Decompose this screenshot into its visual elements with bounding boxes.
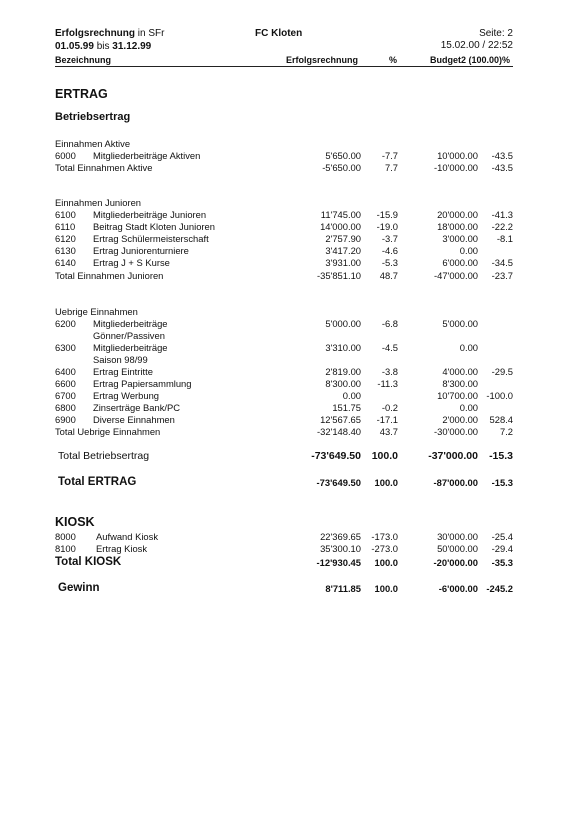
total-budget: -30'000.00	[433, 426, 478, 437]
report-title	[55, 28, 164, 39]
account-code: 8000	[55, 531, 76, 542]
account-code: 8100	[55, 543, 76, 554]
account-code: 6300	[55, 342, 76, 353]
account-budget-pct: -41.3	[491, 209, 513, 220]
section-betriebsertrag: Betriebsertrag	[55, 111, 131, 123]
account-value: 0.00	[342, 390, 361, 401]
account-pct: -0.2	[381, 402, 398, 413]
account-row-6700	[0, 390, 578, 402]
account-value: 8'300.00	[325, 378, 361, 389]
total-value: -73'649.50	[311, 450, 361, 462]
total-value: -5'650.00	[322, 162, 361, 173]
period-to: 31.12.99	[112, 41, 152, 52]
gewinn-pct: 100.0	[374, 583, 398, 594]
total-budget: -87'000.00	[433, 477, 478, 488]
account-budget: 18'000.00	[437, 221, 478, 232]
account-budget: 0.00	[459, 402, 478, 413]
account-row-6300	[0, 342, 578, 354]
period-from: 01.05.99	[55, 41, 94, 52]
account-code: 6100	[55, 209, 76, 220]
account-budget: 10'700.00	[437, 390, 478, 401]
account-row-6120	[0, 233, 578, 245]
col-header-bezeichnung: Bezeichnung	[55, 55, 112, 65]
gewinn-budget: -6'000.00	[438, 583, 478, 594]
section-ertrag: ERTRAG	[55, 87, 108, 101]
total-pct: 7.7	[384, 162, 398, 173]
total-pct: 100.0	[371, 450, 398, 462]
account-budget-pct: -8.1	[496, 233, 513, 244]
account-pct: -3.7	[381, 233, 398, 244]
account-value: 2'819.00	[325, 366, 361, 377]
account-code: 6600	[55, 378, 76, 389]
account-code: 6000	[55, 150, 76, 161]
account-name: Ertrag Papiersammlung	[93, 378, 192, 389]
gewinn-value: 8'711.85	[325, 583, 361, 594]
total-budget: -10'000.00	[433, 162, 478, 173]
account-pct: -11.3	[377, 378, 398, 389]
account-row-6000	[0, 150, 578, 162]
group-title-text: Uebrige Einnahmen	[55, 306, 138, 317]
account-pct: -19.0	[376, 221, 398, 232]
report-title-main: Erfolgsrechnung	[55, 28, 136, 39]
section-kiosk: KIOSK	[55, 515, 95, 529]
total-row-aktive	[0, 162, 578, 174]
total-budget-pct: 7.2	[499, 426, 513, 437]
account-budget-pct: -22.2	[491, 221, 513, 232]
account-name: Mitgliederbeiträge Aktiven	[93, 150, 201, 161]
club-name: FC Kloten	[255, 28, 303, 39]
total-budget-pct: -15.3	[491, 477, 513, 488]
col-header-erfolgsrechnung: Erfolgsrechnung	[286, 55, 359, 65]
account-row-8000	[0, 531, 578, 543]
account-row-6400	[0, 366, 578, 378]
total-label: Total Einnahmen Aktive	[55, 162, 153, 173]
account-budget: 3'000.00	[442, 233, 478, 244]
account-code: 6130	[55, 245, 76, 256]
account-name: Zinserträge Bank/PC	[93, 402, 181, 413]
total-budget-pct: -43.5	[491, 162, 513, 173]
account-budget-pct: -100.0	[486, 390, 513, 401]
account-value: 2'757.90	[325, 233, 361, 244]
account-row-6900	[0, 414, 578, 426]
account-row-6300-line2	[0, 354, 578, 366]
account-budget: 5'000.00	[442, 318, 478, 329]
account-name: Diverse Einnahmen	[93, 414, 175, 425]
account-budget-pct: -29.5	[491, 366, 513, 377]
total-value: -12'930.45	[316, 557, 361, 568]
total-label: Total Einnahmen Junioren	[55, 270, 164, 281]
account-budget-pct: -25.4	[491, 531, 513, 542]
account-row-6200	[0, 318, 578, 330]
account-row-8100	[0, 543, 578, 555]
account-budget-pct: 528.4	[489, 414, 513, 425]
account-pct: -7.7	[381, 150, 398, 161]
account-value: 12'567.65	[320, 414, 361, 425]
account-value: 5'000.00	[325, 318, 361, 329]
account-pct: -3.8	[381, 366, 398, 377]
total-value: -35'851.10	[316, 270, 361, 281]
account-pct: -5.3	[381, 257, 398, 268]
account-value: 3'931.00	[325, 257, 361, 268]
group-title-junioren	[0, 197, 578, 209]
col-header-pct: %	[389, 55, 398, 65]
total-budget-pct: -23.7	[491, 270, 513, 281]
account-budget: 0.00	[459, 342, 478, 353]
account-budget-pct: -29.4	[491, 543, 513, 554]
account-pct: -15.9	[376, 209, 398, 220]
total-row-junioren	[0, 270, 578, 282]
account-budget-pct: -43.5	[491, 150, 513, 161]
account-name: Mitgliederbeiträge	[93, 342, 168, 353]
account-value: 5'650.00	[325, 150, 361, 161]
print-datetime: 15.02.00 / 22:52	[440, 40, 513, 51]
account-name: Ertrag Kiosk	[96, 543, 148, 554]
report-period	[55, 41, 151, 52]
total-budget: -37'000.00	[428, 450, 478, 462]
account-name: Ertrag Schülermeisterschaft	[93, 233, 209, 244]
account-row-6110	[0, 221, 578, 233]
account-budget: 50'000.00	[437, 543, 478, 554]
account-name: Beitrag Stadt Kloten Junioren	[93, 221, 215, 232]
account-code: 6900	[55, 414, 76, 425]
account-name: Aufwand Kiosk	[96, 531, 159, 542]
account-name-line2: Gönner/Passiven	[93, 330, 165, 341]
total-row-ertrag	[0, 477, 578, 491]
account-name: Ertrag Eintritte	[93, 366, 153, 377]
account-name: Mitgliederbeiträge Junioren	[93, 209, 207, 220]
account-pct: -17.1	[376, 414, 398, 425]
account-pct: -6.8	[381, 318, 398, 329]
total-pct: 100.0	[374, 557, 398, 568]
account-row-6140	[0, 257, 578, 269]
account-code: 6110	[55, 221, 76, 232]
gewinn-label: Gewinn	[58, 582, 100, 594]
total-pct: 48.7	[379, 270, 398, 281]
account-name: Ertrag J + S Kurse	[93, 257, 170, 268]
total-budget-pct: -15.3	[489, 450, 513, 462]
account-code: 6800	[55, 402, 76, 413]
account-pct: -4.6	[381, 245, 398, 256]
account-budget-pct: -34.5	[491, 257, 513, 268]
total-budget-pct: -35.3	[491, 557, 513, 568]
account-pct: -273.0	[371, 543, 398, 554]
account-budget: 20'000.00	[437, 209, 478, 220]
account-budget: 6'000.00	[442, 257, 478, 268]
gewinn-row	[0, 583, 578, 597]
account-value: 35'300.10	[320, 543, 361, 554]
account-pct: -4.5	[381, 342, 398, 353]
account-code: 6140	[55, 257, 76, 268]
account-name-line2: Saison 98/99	[93, 354, 148, 365]
account-budget: 8'300.00	[442, 378, 478, 389]
total-budget: -20'000.00	[433, 557, 478, 568]
total-row-uebrige	[0, 426, 578, 438]
total-pct: 100.0	[374, 477, 398, 488]
account-name: Ertrag Werbung	[93, 390, 160, 401]
account-budget: 0.00	[459, 245, 478, 256]
group-title-text: Einnahmen Aktive	[55, 138, 131, 149]
account-code: 6700	[55, 390, 76, 401]
account-code: 6200	[55, 318, 76, 329]
total-label: Total ERTRAG	[58, 476, 137, 488]
account-name: Ertrag Juniorenturniere	[93, 245, 189, 256]
total-label: Total KIOSK	[55, 556, 122, 568]
total-value: -32'148.40	[316, 426, 361, 437]
account-row-6800	[0, 402, 578, 414]
account-budget: 10'000.00	[437, 150, 478, 161]
account-row-6100	[0, 209, 578, 221]
total-label: Total Betriebsertrag	[58, 450, 150, 462]
period-bis: bis	[96, 41, 110, 52]
account-value: 3'310.00	[325, 342, 361, 353]
group-title-uebrige	[0, 306, 578, 318]
header-rule	[55, 66, 513, 67]
col-header-budget: Budget2 (100.00)%	[430, 55, 511, 65]
total-pct: 43.7	[379, 426, 398, 437]
account-value: 14'000.00	[320, 221, 361, 232]
total-value: -73'649.50	[316, 477, 361, 488]
account-value: 151.75	[332, 402, 361, 413]
page-number: Seite: 2	[479, 28, 513, 39]
account-name: Mitgliederbeiträge	[93, 318, 168, 329]
account-code: 6400	[55, 366, 76, 377]
account-row-6600	[0, 378, 578, 390]
account-budget: 2'000.00	[442, 414, 478, 425]
total-row-betriebsertrag	[0, 450, 578, 464]
group-title-aktive	[0, 138, 578, 150]
total-label: Total Uebrige Einnahmen	[55, 426, 161, 437]
account-code: 6120	[55, 233, 76, 244]
account-value: 22'369.65	[320, 531, 361, 542]
account-row-6200-line2	[0, 330, 578, 342]
gewinn-budget-pct: -245.2	[486, 583, 513, 594]
total-budget: -47'000.00	[433, 270, 478, 281]
account-budget: 30'000.00	[437, 531, 478, 542]
total-row-kiosk	[0, 557, 578, 571]
account-budget: 4'000.00	[442, 366, 478, 377]
report-title-suffix: in SFr	[137, 28, 165, 39]
account-row-6130	[0, 245, 578, 257]
account-value: 3'417.20	[325, 245, 361, 256]
account-pct: -173.0	[371, 531, 398, 542]
account-value: 11'745.00	[320, 209, 361, 220]
group-title-text: Einnahmen Junioren	[55, 197, 141, 208]
